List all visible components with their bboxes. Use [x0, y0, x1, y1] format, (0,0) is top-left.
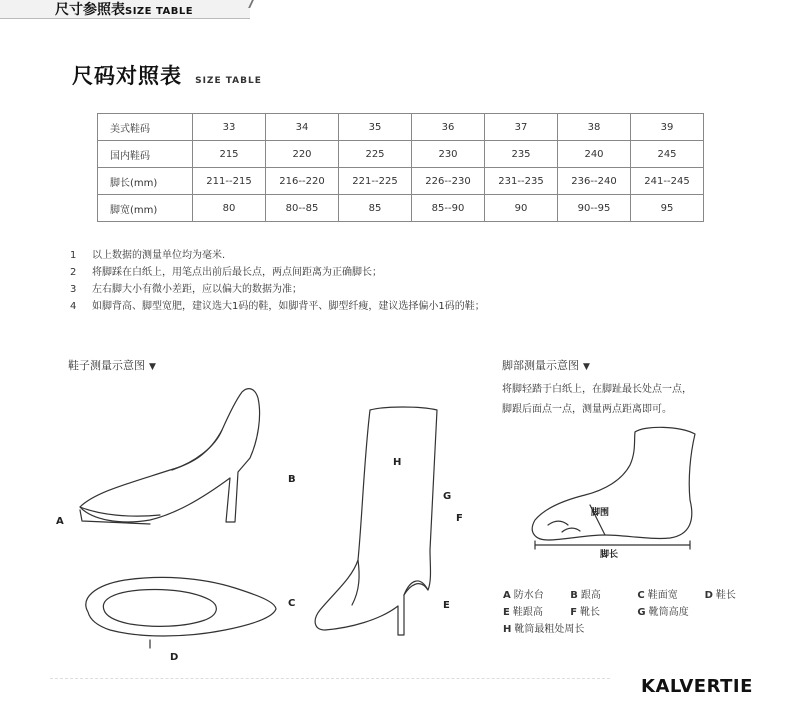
label-c: C [288, 598, 296, 609]
table-cell: 90--95 [558, 195, 631, 222]
row-header: 脚宽(mm) [98, 195, 193, 222]
triangle-down-icon: ▼ [149, 362, 156, 372]
table-cell: 245 [631, 141, 704, 168]
label-d: D [170, 652, 179, 663]
legend-item: E 鞋跟高 [503, 607, 543, 618]
pump-top-illustration [86, 577, 276, 648]
table-cell: 230 [412, 141, 485, 168]
legend-item: H 靴筒最粗处周长 [503, 624, 585, 635]
foot-illustration [532, 427, 695, 549]
label-b: B [288, 474, 296, 485]
table-cell: 216--220 [266, 168, 339, 195]
table-cell: 215 [193, 141, 266, 168]
table-cell: 236--240 [558, 168, 631, 195]
pump-side-illustration [80, 389, 260, 524]
label-g: G [443, 491, 452, 502]
note-item: 3 左右脚大小有微小差距，应以偏大的数据为准； [70, 284, 302, 295]
table-cell: 36 [412, 114, 485, 141]
table-cell: 241--245 [631, 168, 704, 195]
table-cell: 226--230 [412, 168, 485, 195]
table-cell: 95 [631, 195, 704, 222]
foot-measure-description: 将脚轻踏于白纸上，在脚趾最长处点一点， 脚跟后面点一点，测量两点距离即可。 [502, 384, 692, 415]
legend-row [503, 587, 769, 604]
table-cell: 35 [339, 114, 412, 141]
divider [50, 678, 610, 682]
note-item: 2 将脚踩在白纸上，用笔点出前后最长点，两点间距离为正确脚长； [70, 267, 382, 278]
legend-item: B 跟高 [570, 590, 601, 601]
note-item: 1 以上数据的测量单位均为毫米. [70, 250, 226, 261]
legend-item: F 靴长 [570, 607, 601, 618]
legend-row [503, 621, 769, 638]
label-e: E [443, 600, 450, 611]
label-a: A [56, 516, 64, 527]
table-cell: 90 [485, 195, 558, 222]
triangle-down-icon: ▼ [583, 362, 590, 372]
table-cell: 85--90 [412, 195, 485, 222]
note-item: 4 如脚背高、脚型宽肥，建议选大1码的鞋，如脚背平、脚型纤瘦，建议选择偏小1码的鞋； [70, 301, 485, 312]
legend-item: A 防水台 [503, 590, 544, 601]
table-cell: 80 [193, 195, 266, 222]
table-cell: 235 [485, 141, 558, 168]
table-cell: 221--225 [339, 168, 412, 195]
table-cell: 80--85 [266, 195, 339, 222]
row-header: 脚长(mm) [98, 168, 193, 195]
table-cell: 33 [193, 114, 266, 141]
label-foot-length: 脚长 [600, 550, 619, 560]
table-cell: 37 [485, 114, 558, 141]
title-chinese: 尺码对照表 [72, 64, 182, 88]
table-cell: 34 [266, 114, 339, 141]
table-cell: 39 [631, 114, 704, 141]
table-cell: 220 [266, 141, 339, 168]
legend-item: G 靴筒高度 [637, 607, 689, 618]
legend-row [503, 604, 769, 621]
table-cell: 225 [339, 141, 412, 168]
legend-item: C 鞋面宽 [637, 590, 678, 601]
label-f: F [456, 513, 463, 524]
boot-side-illustration [315, 407, 437, 635]
label-h: H [393, 457, 402, 468]
foot-section-title: 脚部测量示意图 ▼ [502, 359, 590, 372]
table-cell: 231--235 [485, 168, 558, 195]
table-cell: 38 [558, 114, 631, 141]
row-header: 国内鞋码 [98, 141, 193, 168]
table-cell: 85 [339, 195, 412, 222]
legend-item: D 鞋长 [704, 590, 736, 601]
table-cell: 211--215 [193, 168, 266, 195]
title-english: SIZE TABLE [195, 76, 262, 86]
table-cell: 240 [558, 141, 631, 168]
shoe-section-title: 鞋子测量示意图 ▼ [68, 359, 156, 372]
label-foot-girth: 脚围 [591, 508, 610, 518]
row-header: 美式鞋码 [98, 114, 193, 141]
measurement-legend [503, 587, 769, 638]
brand-logo-text: KALVERTIE [641, 676, 753, 697]
banner-title: 尺寸参照表SIZE TABLE [55, 2, 194, 18]
